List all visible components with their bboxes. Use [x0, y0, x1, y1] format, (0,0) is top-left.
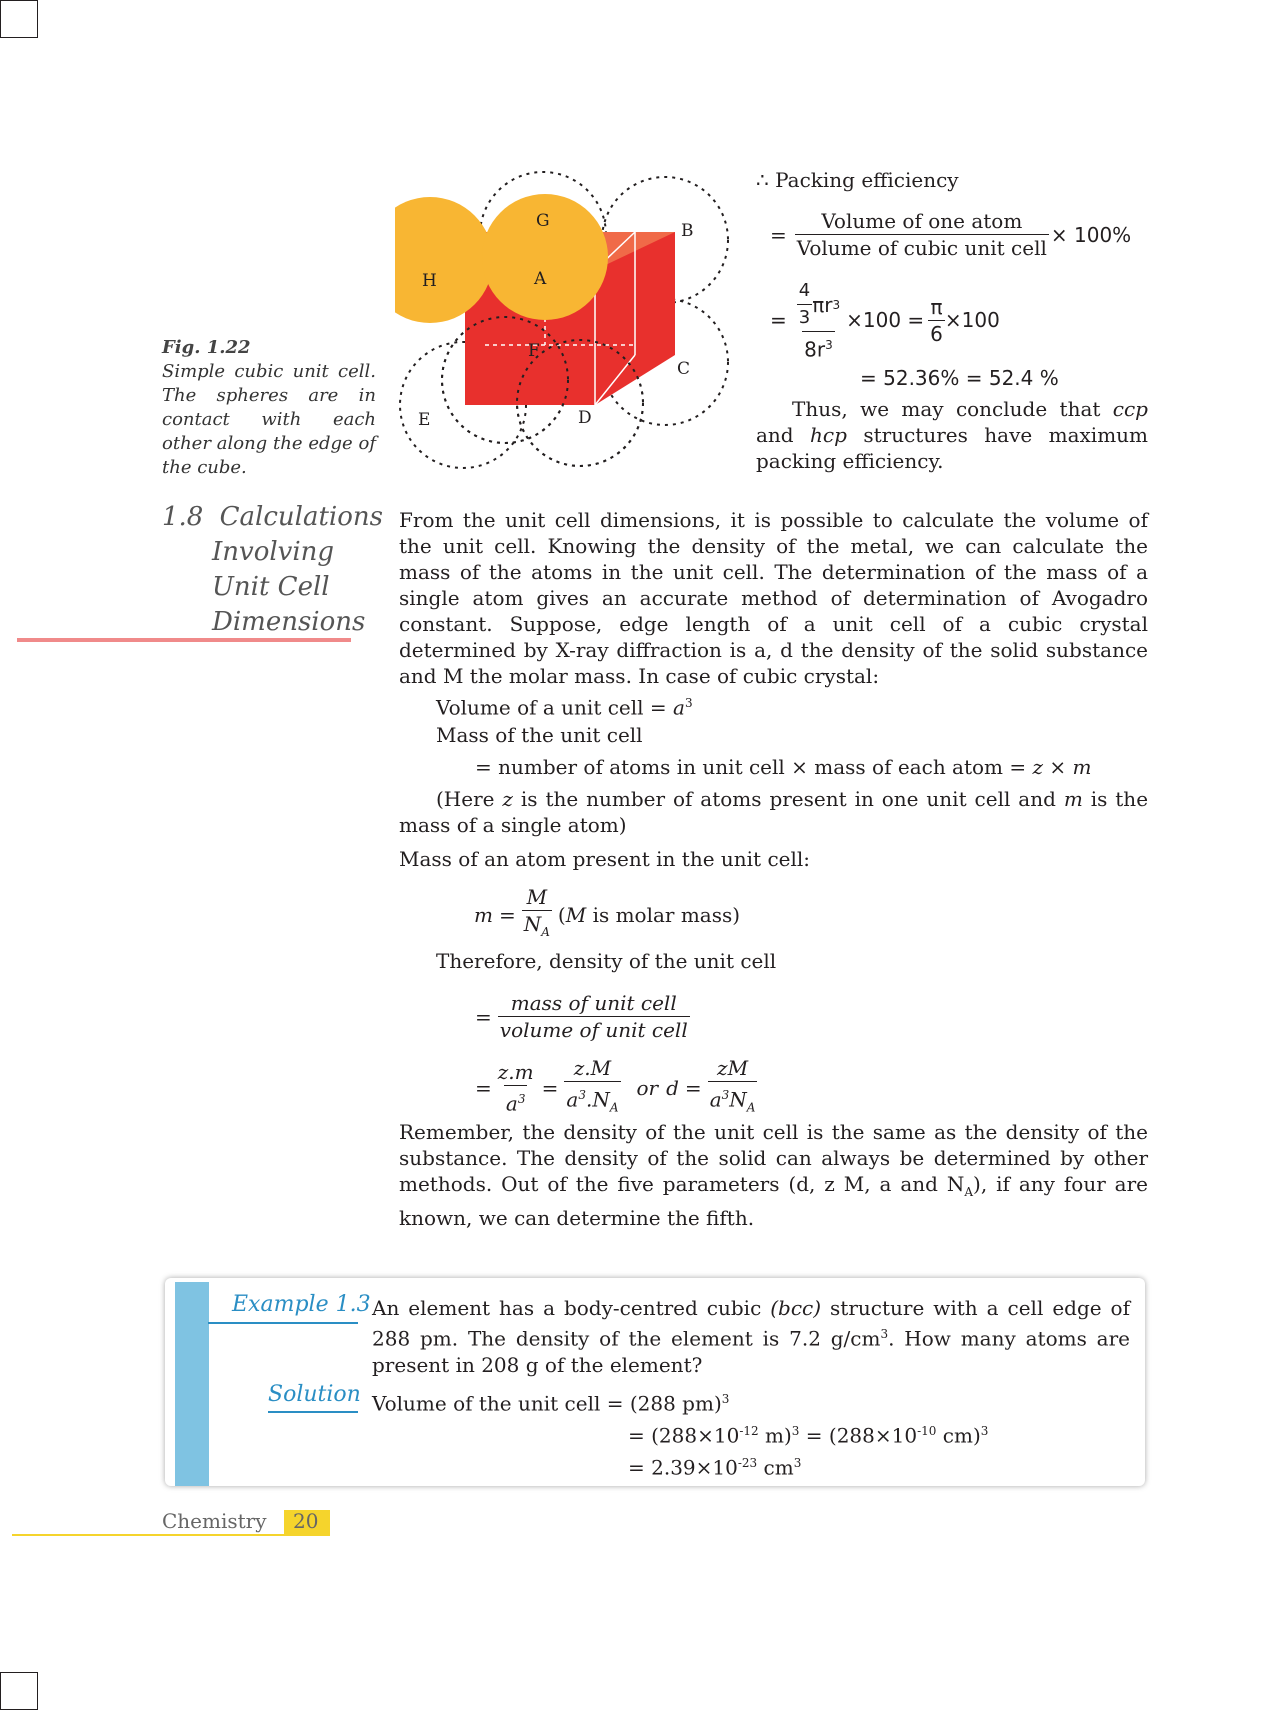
remember-paragraph: Remember, the density of the unit cell is the same as the density of the substance. The density of the solid can always be determined by other methods. Out of the five parameters (d, z M, a and $N_A$), if any four are known, we can determine the fifth.	[399, 1120, 1148, 1230]
density-equation-1: = $\frac{\text{mass of unit cell}}{\text{volume of unit cell}}$	[475, 991, 688, 1042]
packing-equation-2: = $\frac{4}{3}$ πr 3 $8r^3$ ×100 = $\frac{\pi}{6}$ ×100	[770, 280, 1000, 362]
label-C: C	[677, 359, 691, 379]
density-equation-2: = $\frac{z.m}{a^3}$ = $\frac{z.M}{a^3.N_A}$ or d = $\frac{zM}{a^3N_A}$	[475, 1055, 757, 1121]
figure-caption-title: Fig. 1.22	[162, 337, 251, 358]
solution-line-3: = $2.39\times 10^{-23}$ $cm^3$	[628, 1455, 802, 1480]
example-label: Example 1.3	[232, 1292, 371, 1317]
label-H: H	[422, 271, 437, 291]
volume-unit-cell-line: Volume of a unit cell = $a^3$	[436, 695, 693, 720]
section-title-line-4: Dimensions	[212, 607, 366, 637]
label-A: A	[534, 269, 547, 289]
section-title-line-1: Calculations	[219, 502, 383, 532]
footer-rule	[12, 1534, 330, 1536]
packing-equation-1: = $\frac{\text{Volume of one atom}}{\text{Volume of cubic unit cell}}$ × 100%	[770, 209, 1132, 260]
solution-label-underline	[268, 1411, 358, 1413]
figure-caption-text: Simple cubic unit cell. The spheres are in contact with each other along the edge of the cube.	[162, 361, 376, 478]
mass-equation: = number of atoms in unit cell × mass of each atom = z × m	[475, 755, 1092, 779]
label-F: F	[528, 341, 540, 361]
section-underline	[17, 638, 351, 642]
simple-cubic-unit-cell-figure	[395, 170, 750, 475]
molar-mass-equation: m = $\frac{M}{N_A}$ (M is molar mass)	[474, 884, 740, 945]
density-line: Therefore, density of the unit cell	[436, 949, 777, 973]
section-title-line-2: Involving	[212, 537, 335, 567]
label-B: B	[681, 221, 694, 241]
example-label-underline	[208, 1322, 358, 1324]
label-G: G	[536, 211, 550, 231]
example-question: An element has a body-centred cubic (bcc) structure with a cell edge of 288 pm. The density of the element is 7.2 $g/cm^3$. How many atoms are present in 208 g of the element?	[372, 1296, 1131, 1377]
label-D: D	[578, 408, 592, 428]
solution-line-2: = ($288\times 10^{-12}$ $m)^3 = (288\times 10^{-10}$ cm)$^3$	[628, 1423, 989, 1448]
atom-mass-line: Mass of an atom present in the unit cell:	[399, 847, 811, 871]
footer-subject: Chemistry	[162, 1509, 267, 1533]
section-title-line-3: Unit Cell	[212, 572, 330, 602]
packing-efficiency-heading: ∴ Packing efficiency	[756, 168, 959, 192]
mass-unit-cell-line: Mass of the unit cell	[436, 723, 643, 747]
solution-line-1: Volume of the unit cell = (288 pm)$^3$	[372, 1391, 730, 1416]
section-heading	[162, 500, 383, 535]
body-paragraph-1: From the unit cell dimensions, it is possible to calculate the volume of the unit cell. Knowing the density of the metal, we can calculate the mass of the atoms in the unit cell. The determination of the mass of a single atom gives an accurate method of determination of Avogadro constant. Suppose, edge length of a unit cell of a cubic crystal determined by X-ray diffraction is a, d the density of the solid substance and M the molar mass. In case of cubic crystal:	[399, 508, 1148, 688]
here-note: (Here z is the number of atoms present in one unit cell and m is the mass of a single atom)	[399, 787, 1149, 837]
footer-page-number: 20	[293, 1509, 319, 1533]
crop-mark-bottom-left	[0, 1672, 38, 1710]
solution-label: Solution	[268, 1382, 361, 1407]
label-E: E	[418, 410, 431, 430]
section-number: 1.8	[162, 502, 204, 532]
example-stripe	[175, 1282, 209, 1486]
volume-fraction: $\frac{\text{Volume of one atom}}{\text{Volume of cubic unit cell}}$	[796, 209, 1047, 260]
packing-equation-3: = 52.36% = 52.4 %	[860, 366, 1059, 390]
packing-conclusion: Thus, we may conclude that ccp and hcp structures have maximum packing efficiency.	[756, 397, 1149, 473]
crop-mark-top-left	[0, 0, 38, 38]
